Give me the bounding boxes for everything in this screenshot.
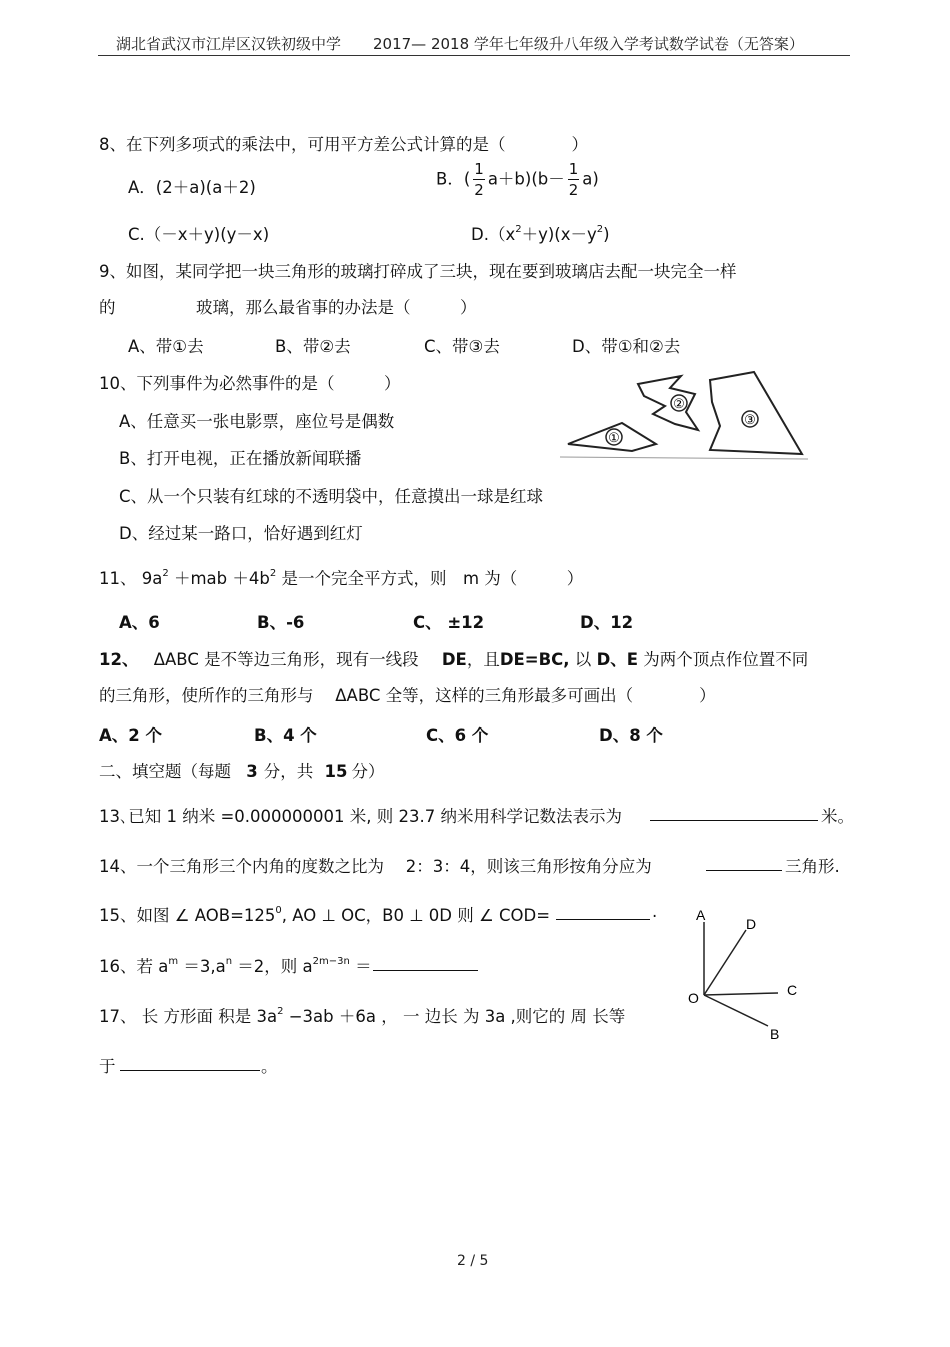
label-b: B: [770, 1026, 780, 1042]
header-school: 湖北省武汉市江岸区汉铁初级中学: [116, 35, 342, 53]
q10-option-d: D、经过某一路口，恰好遇到红灯: [119, 524, 363, 543]
q9-option-d: D、带①和②去: [572, 337, 681, 356]
fraction-half: $\frac{1}{2}$: [474, 160, 484, 199]
header-exam-title: 2017— 2018 学年七年级升八年级入学考试数学试卷（无答案）: [373, 35, 804, 53]
q17-answer-blank[interactable]: [120, 1056, 260, 1071]
section-2-heading: 二、填空题（每题 3 分，共 15 分）: [99, 762, 385, 781]
page-number: 2 / 5: [457, 1253, 489, 1269]
q11-option-a: A、6: [119, 613, 160, 632]
q9-option-b: B、带②去: [275, 337, 351, 356]
q17-tail: 。: [261, 1057, 278, 1076]
q8-stem: 8、在下列多项式的乘法中，可用平方差公式计算的是（ ）: [99, 135, 588, 154]
q11-option-d: D、12: [580, 613, 634, 632]
q10-stem: 10、下列事件为必然事件的是（ ）: [99, 374, 401, 393]
piece-label-2: ②: [673, 396, 685, 411]
q9-stem-line2a: 的: [99, 298, 116, 317]
piece-label-3: ③: [744, 412, 756, 427]
q11-option-c: C、 ±12: [413, 613, 485, 632]
piece-label-1: ①: [608, 430, 620, 445]
label-o: O: [688, 990, 699, 1006]
q12-stem-line2: 的三角形，使所作的三角形与 ΔABC 全等，这样的三角形最多可画出（ ）: [99, 686, 716, 705]
q12-option-a: A、2 个: [99, 726, 162, 745]
q12-option-b: B、4 个: [254, 726, 317, 745]
ray-od: [704, 930, 746, 995]
q16-stem: 16、若 $a^m =3,a^n =2$，则 $a^{2m-3n}$ ＝: [99, 956, 372, 976]
q9-option-a: A、带①去: [128, 337, 204, 356]
q11-option-b: B、-6: [257, 613, 305, 632]
q12-option-c: C、6 个: [426, 726, 489, 745]
ray-oc: [704, 993, 778, 995]
q13-stem: 13､已知 1 纳米 =0.000000001 米, 则 23.7 纳米用科学记数法表示为: [99, 807, 622, 826]
q17-stem-line2: 于: [99, 1057, 116, 1076]
q11-stem: 11、 $9a^2 +mab +4b^2$ 是一个完全平方式，则 m 为（ ）: [99, 568, 584, 588]
q12-option-d: D、8 个: [599, 726, 663, 745]
q9-option-c: C、带③去: [424, 337, 500, 356]
label-a: A: [696, 907, 706, 923]
figure-baseline: [560, 457, 808, 459]
q15-answer-blank[interactable]: [556, 905, 650, 920]
q9-stem-line2b: 玻璃，那么最省事的办法是（ ）: [196, 298, 477, 317]
q8-option-a: A．(2＋a)(a＋2): [128, 178, 256, 197]
q8-option-d: $D.(x^2+y)(x-y^2)$: [471, 224, 610, 244]
q8-option-b: B．( $\frac{1}{2}$ a＋b)(b－ $\frac{1}{2}$ a): [436, 160, 599, 199]
q9-stem-line1: 9、如图，某同学把一块三角形的玻璃打碎成了三块，现在要到玻璃店去配一块完全一样: [99, 262, 737, 281]
q15-tail: .: [652, 902, 658, 921]
q14-answer-blank[interactable]: [706, 856, 782, 871]
header-rule: [98, 55, 850, 56]
q17-stem-line1: 17、 长 方形面 积是 $3a^2 -3ab +6a$ ， 一 边长 为 3a ,则它的 周 长等: [99, 1006, 626, 1026]
q12-stem-line1: 12、 ΔABC 是不等边三角形，现有一线段 DE，且DE=BC, 以 D、E 为两个顶点作位置不同: [99, 650, 809, 669]
label-c: C: [787, 982, 798, 998]
fraction-half: $\frac{1}{2}$: [568, 160, 579, 199]
label-d: D: [746, 916, 757, 932]
broken-glass-figure: [560, 366, 812, 462]
q15-stem: 15、如图 ∠ $AOB=125^0$, AO ⊥ OC，B0 ⊥ 0D 则 ∠ COD=: [99, 905, 551, 925]
q13-answer-blank[interactable]: [650, 806, 818, 821]
q10-option-a: A、任意买一张电影票，座位号是偶数: [119, 412, 395, 431]
q14-tail: 三角形.: [785, 857, 840, 876]
angle-figure: [680, 900, 810, 1050]
q16-answer-blank[interactable]: [373, 956, 478, 971]
q13-unit: 米。: [821, 807, 854, 826]
ray-ob: [704, 995, 768, 1026]
q14-stem: 14、一个三角形三个内角的度数之比为 2：3：4，则该三角形按角分应为: [99, 857, 652, 876]
q8-option-c: C.（－x＋y)(y－x): [128, 225, 270, 244]
q10-option-b: B、打开电视，正在播放新闻联播: [119, 449, 362, 468]
glass-piece-2: [638, 376, 698, 430]
q10-option-c: C、从一个只装有红球的不透明袋中，任意摸出一球是红球: [119, 487, 544, 506]
